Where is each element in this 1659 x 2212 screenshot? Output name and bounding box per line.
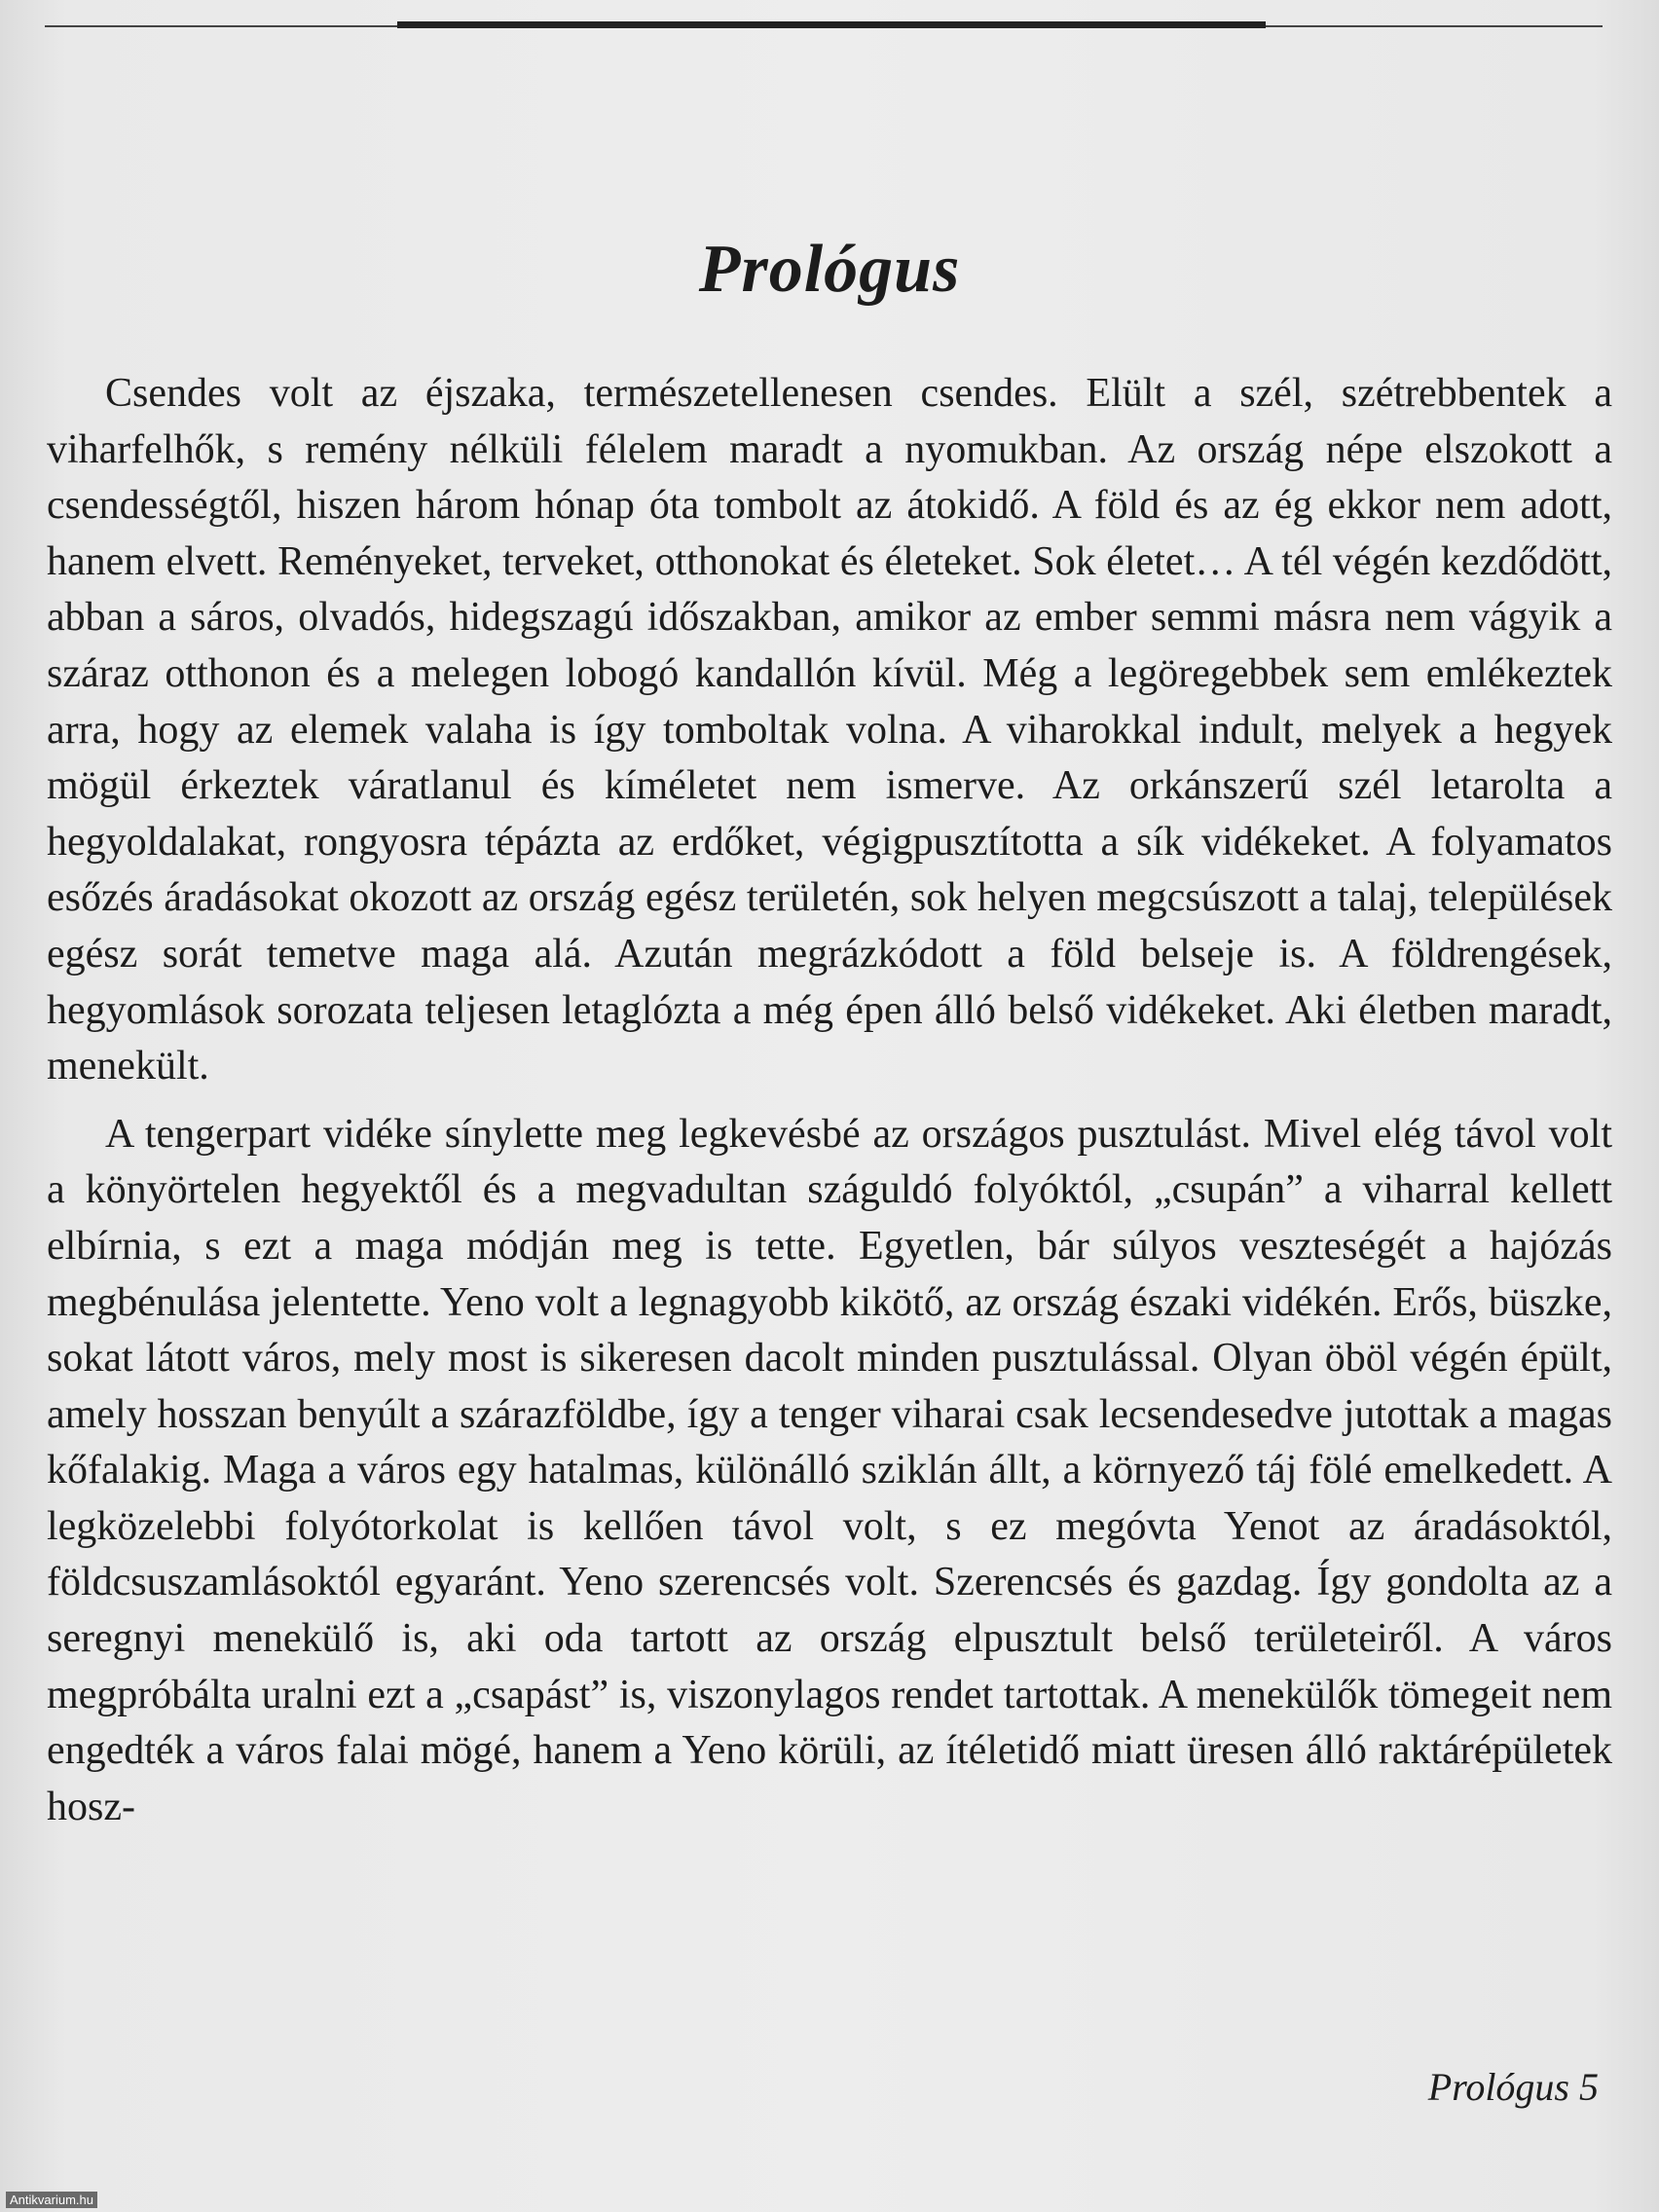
chapter-title: Prológus: [698, 232, 961, 307]
paragraph-2: A tengerpart vidéke sínylette meg legkevésbé az országos pusztulást. Mivel elég távol volt a könyörtelen hegyektől és a megvadultan száguldó folyóktól, „csupán” a viharral kellett elbírnia, s ezt a maga módján meg is tette. Egyetlen, bár súlyos veszteségét a hajózás megbénulása jelentette. Yeno volt a legnagyobb kikötő, az ország északi vidékén. Erős, büszke, sokat látott város, mely most is sikeresen dacolt minden pusztulással. Olyan öböl végén épült, amely hosszan benyúlt a szárazföldbe, így a tenger viharai csak lecsendesedve jutottak a magas kőfalakig. Maga a város egy hatalmas, különálló sziklán állt, a környező táj fölé emelkedett. A legközelebbi folyótorkolat is kellően távol volt, s ez megóvta Yenot az áradásoktól, földcsuszamlásoktól egyaránt. Yeno szerencsés volt. Szerencsés és gazdag. Így gondolta az a seregnyi menekülő is, aki oda tartott az ország elpusztult belső területeiről. A város megpróbálta uralni ezt a „csapást” is, viszonylagos rendet tartottak. A menekülők tömegeit nem engedték a város falai mögé, hanem a Yeno körüli, az ítéletidő miatt üresen álló raktárépületek hosz-: [47, 1111, 1612, 1829]
paragraph-1: Csendes volt az éjszaka, természetellenesen csendes. Elült a szél, szétrebbentek a viharfelhők, s remény nélküli félelem maradt a nyomukban. Az ország népe elszokott a csendességtől, hiszen három hónap óta tombolt az átokidő. A föld és az ég ekkor nem adott, hanem elvett. Reményeket, terveket, otthonokat és életeket. Sok életet… A tél végén kezdődött, abban a sáros, olvadós, hidegszagú időszakban, amikor az ember semmi másra nem vágyik a száraz otthonon és a melegen lobogó kandallón kívül. Még a legöregebbek sem emlékeztek arra, hogy az elemek valaha is így tomboltak volna. A viharokkal indult, melyek a hegyek mögül érkeztek váratlanul és kíméletet nem ismerve. Az orkánszerű szél letarolta a hegyoldalakat, rongyosra tépázta az erdőket, végigpusztította a sík vidékeket. A folyamatos esőzés áradásokat okozott az ország egész területén, sok helyen megcsúszott a talaj, települések egész sorát temetve maga alá. Azután megrázkódott a föld belseje is. A földrengések, hegyomlások sorozata teljesen letaglózta a még épen álló belső vidékeket. Aki életben maradt, menekült.: [47, 371, 1612, 1089]
running-footer: Prológus 5: [1427, 2065, 1599, 2109]
header-rule-thick: [397, 21, 1266, 28]
watermark-label: Antikvarium.hu: [6, 2192, 97, 2208]
body-text: [47, 366, 1612, 1835]
